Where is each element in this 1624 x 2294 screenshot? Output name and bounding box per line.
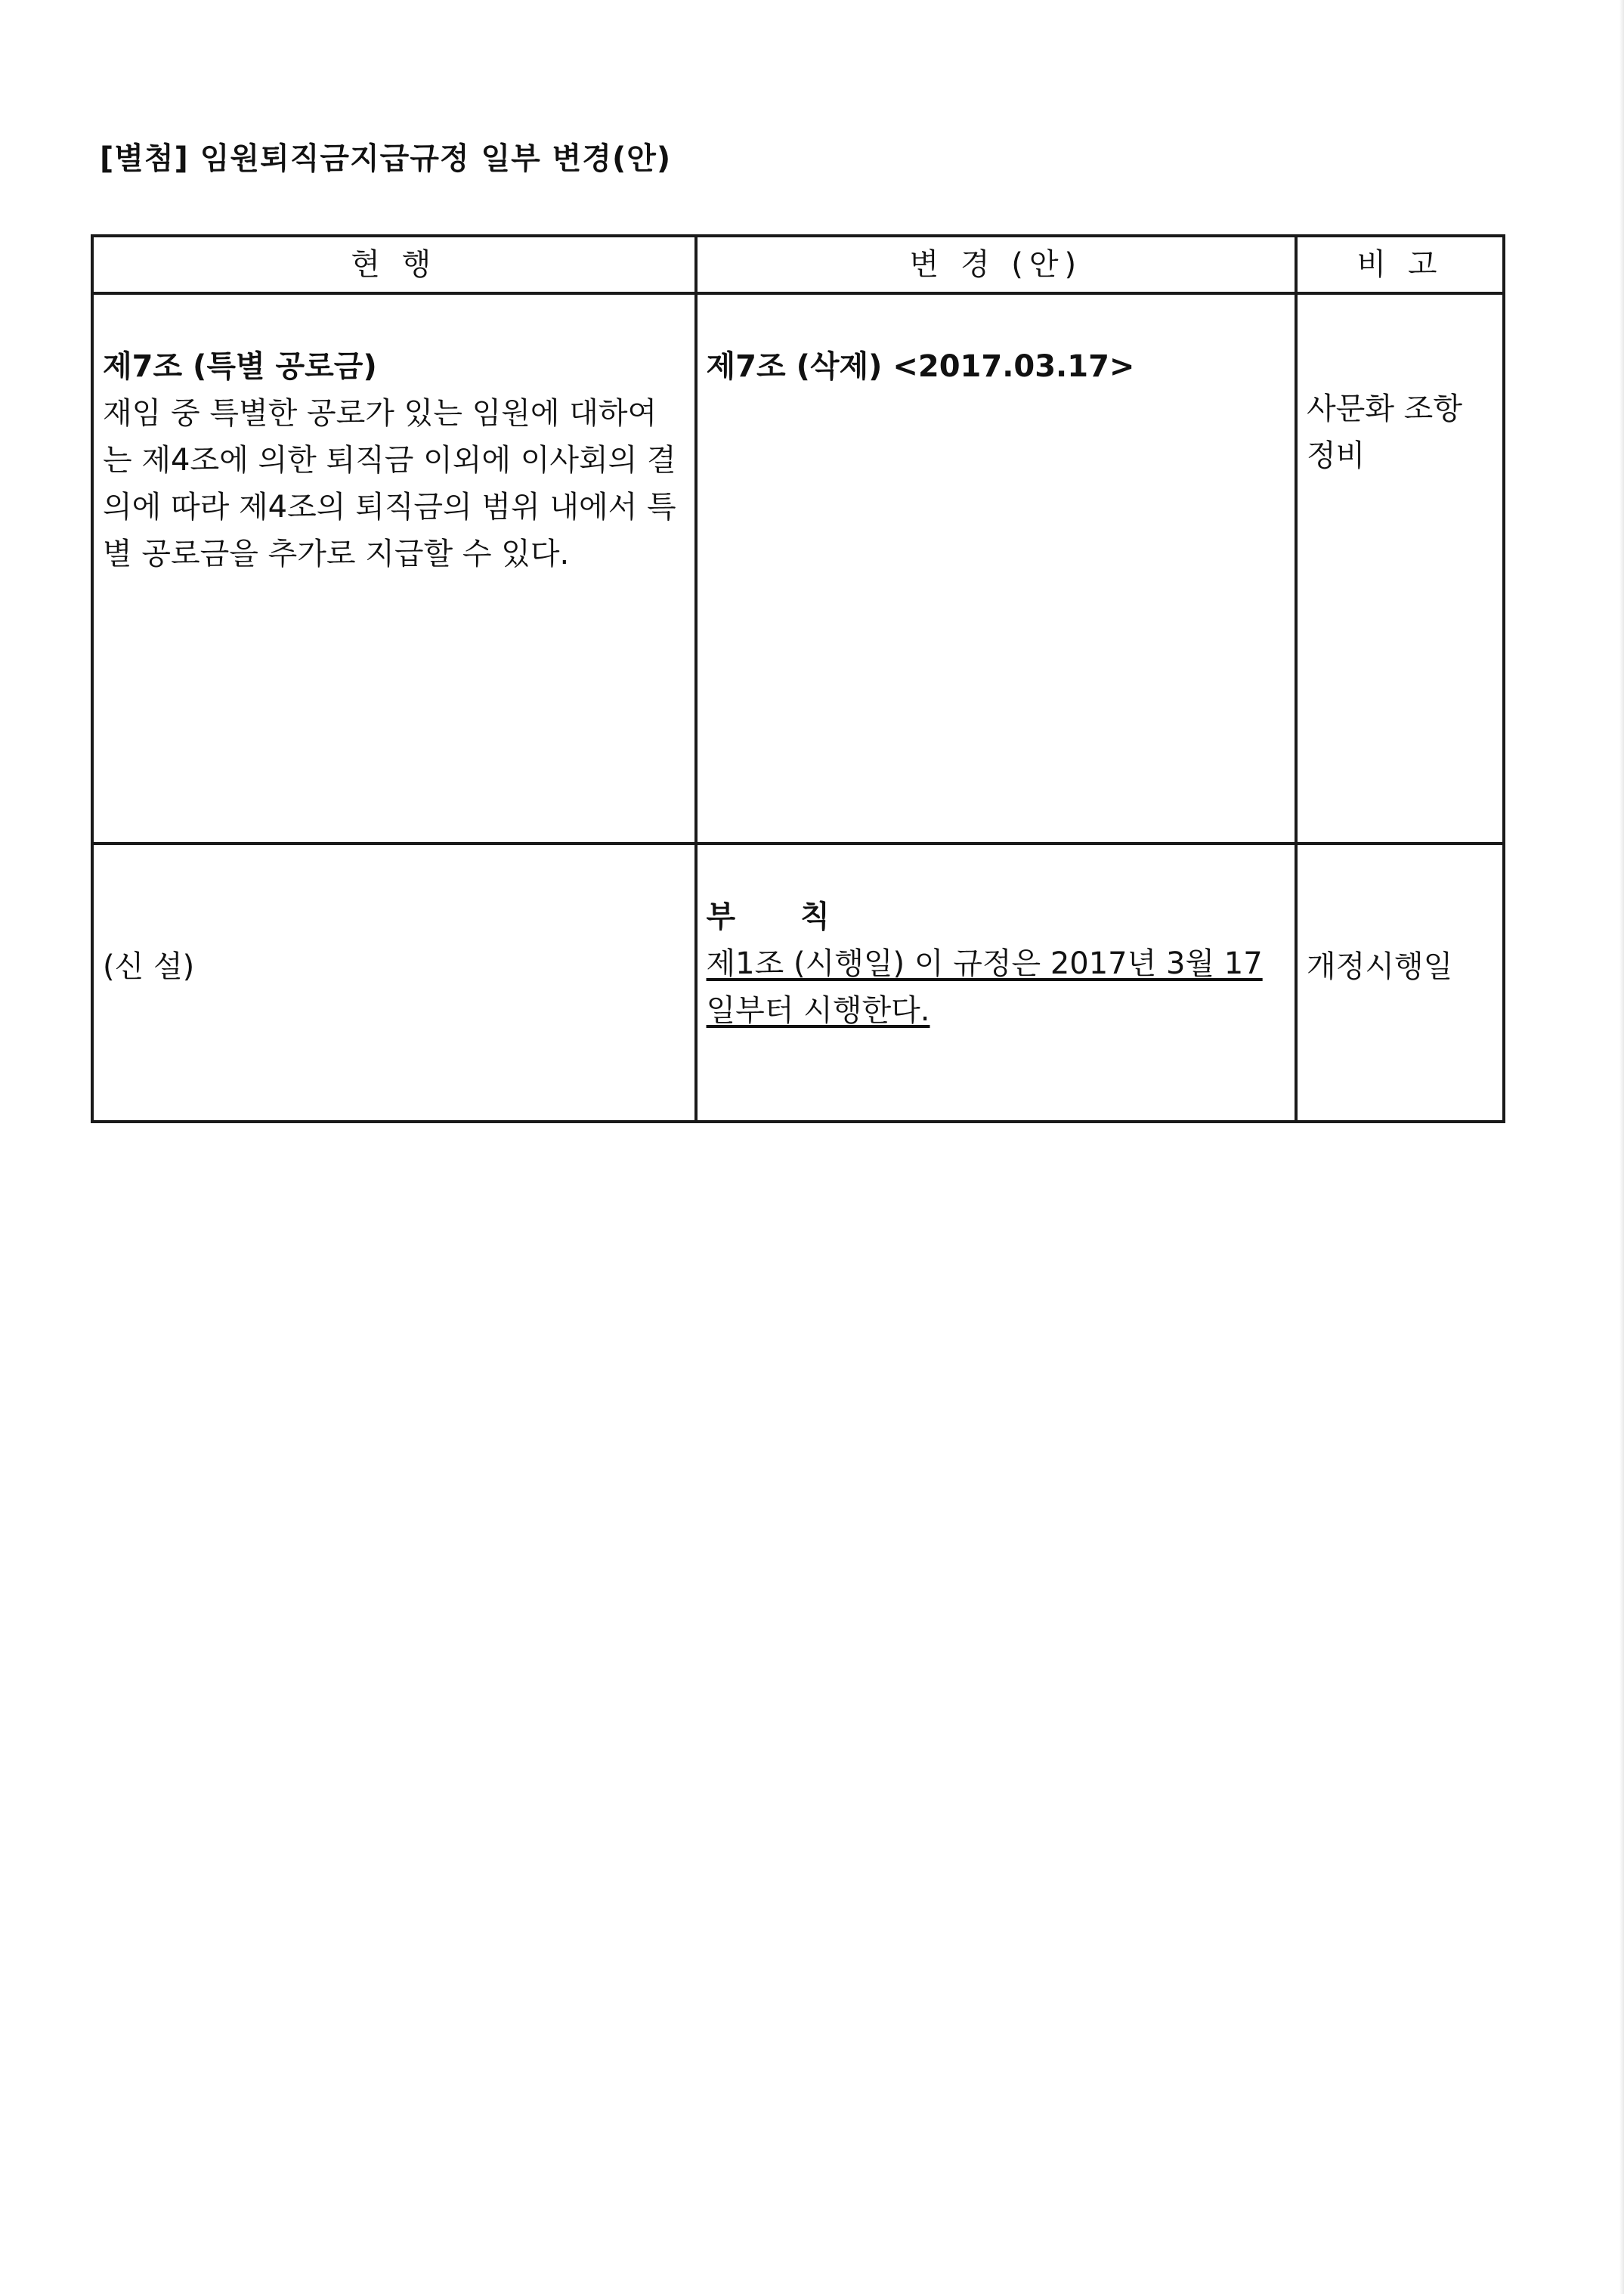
- revision-comparison-table: [91, 234, 1505, 1123]
- document-title: [별첨] 임원퇴직금지급규정 일부 변경(안): [100, 141, 672, 176]
- current-article-heading: 제7조 (특별 공로금): [103, 349, 377, 384]
- current-article-body: 재임 중 특별한 공로가 있는 임원에 대하여는 제4조에 의한 퇴직금 이외에 이사회의 결의에 따라 제4조의 퇴직금의 범위 내에서 특별 공로금을 추가로 지급할 수 있다.: [103, 396, 676, 571]
- current-addenda-text: (신 설): [103, 949, 195, 984]
- current-article-cell: [92, 293, 696, 844]
- header-current: 현 행: [92, 236, 696, 293]
- table-row: [92, 844, 1504, 1122]
- header-change: 변 경 (안): [696, 236, 1297, 293]
- change-addenda-cell: [696, 844, 1297, 1122]
- current-addenda-cell: [92, 844, 696, 1122]
- scan-edge-shadow: [1619, 0, 1624, 2294]
- change-article-heading: 제7조 (삭제) <2017.03.17>: [706, 349, 1135, 384]
- header-note: 비 고: [1296, 236, 1504, 293]
- table-header-row: [92, 236, 1504, 293]
- change-article-cell: [696, 293, 1297, 844]
- note-addenda-text: 개정시행일: [1307, 949, 1453, 984]
- note-addenda-cell: [1296, 844, 1504, 1122]
- addenda-body: 제1조 (시행일) 이 규정은 2017년 3월 17일부터 시행한다.: [706, 946, 1263, 1028]
- note-article-cell: [1296, 293, 1504, 844]
- note-article-text: 사문화 조항 정비: [1307, 392, 1462, 473]
- table-row: [92, 293, 1504, 844]
- addenda-title: 부 칙: [706, 899, 857, 934]
